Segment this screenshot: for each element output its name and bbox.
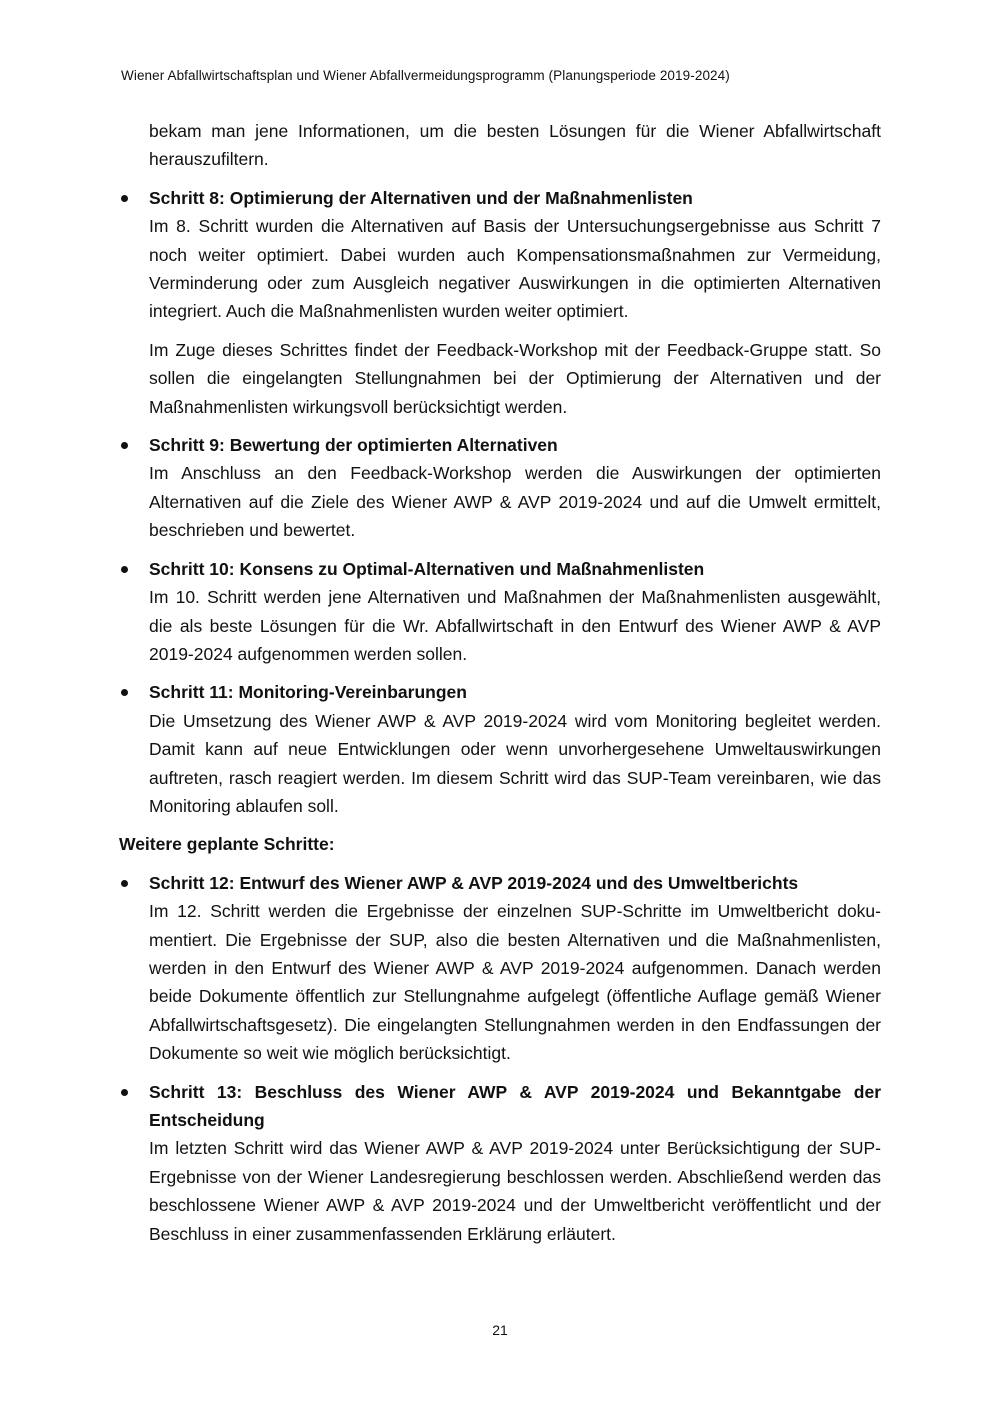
page-number: 21	[492, 1322, 508, 1338]
step-10-item	[119, 555, 881, 669]
intro-paragraph: bekam man jene Informationen, um die besten Lösungen für die Wiener Abfallwirtschaft herauszufiltern.	[149, 121, 881, 170]
step-8-paragraph-2: Im Zuge dieses Schrittes findet der Feedback-Workshop mit der Feedback-Gruppe statt. So sollen die eingelangten Stellungnahmen bei der Optimierung der Alternativen und der Maßnahmenlisten wirkungsvoll berücksichtigt werden.	[149, 339, 881, 417]
further-steps-heading: Weitere geplante Schritte:	[119, 834, 335, 855]
step-11-title: Schritt 11: Monitoring-Vereinbarungen	[149, 682, 467, 703]
step-13-paragraph: Im letzten Schritt wird das Wiener AWP & AVP 2019-2024 unter Berücksichtigung der SUP-Ergebnisse von der Wiener Landesregierung beschlossen werden. Abschließend werden das beschlossene Wiener AWP & AVP 2019-2024 und der Umweltbericht veröffentlicht und der Beschluss in einer zusammenfassenden Erklärung erläutert.	[149, 1138, 881, 1244]
step-12-item	[119, 869, 881, 1068]
page-content	[119, 117, 881, 1248]
step-12-title: Schritt 12: Entwurf des Wiener AWP & AVP 2019-2024 und des Umweltberichts	[149, 872, 799, 893]
step-8-item	[119, 184, 881, 421]
step-9-paragraph: Im Anschluss an den Feedback-Workshop werden die Auswirkungen der optimierten Alternativen auf die Ziele des Wiener AWP & AVP 2019-2024 und auf die Umwelt ermittelt, beschrieben und bewertet.	[149, 463, 881, 541]
step-10-paragraph: Im 10. Schritt werden jene Alternativen und Maßnahmen der Maßnahmenlisten ausgewählt, die als beste Lösungen für die Wr. Abfallwirtschaft in den Entwurf des Wiener AWP & AVP 2019-2024 aufgenommen werden sollen.	[149, 587, 881, 664]
step-12-paragraph: Im 12. Schritt werden die Ergebnisse der einzelnen SUP-Schritte im Umweltbericht dokumentiert. Die Ergebnisse der SUP, also die besten Alternativen und die Maßnahmenlisten, werden in den Entwurf des Wiener AWP & AVP 2019-2024 aufgenommen. Danach werden beide Dokumente öffentlich zur Stellungnahme aufgelegt (öffentliche Auflage gemäß Wiener Abfallwirtschaftsgesetz). Die eingelangten Stellungnahmen werden in den Endfassungen der Dokumente so weit wie möglich berücksichtigt.	[149, 901, 881, 1064]
step-11-paragraph: Die Umsetzung des Wiener AWP & AVP 2019-2024 wird vom Monitoring begleitet werden. Damit kann auf neue Entwicklungen oder wenn unvorhergesehene Umweltauswirkungen auftreten, rasch reagiert werden. Im diesem Schritt wird das SUP-Team vereinbaren, wie das Monitoring ablaufen soll.	[149, 710, 881, 816]
step-10-title: Schritt 10: Konsens zu Optimal-Alternativen und Maßnahmenlisten	[149, 558, 705, 579]
step-11-item	[119, 678, 881, 820]
step-13-item	[119, 1078, 881, 1248]
step-13-title: Schritt 13: Beschluss des Wiener AWP & AVP 2019-2024 und Bekanntgabe der Entscheidung	[149, 1081, 881, 1130]
step-9-title: Schritt 9: Bewertung der optimierten Alternativen	[149, 435, 558, 456]
step-9-item	[119, 431, 881, 545]
step-8-paragraph-1: Im 8. Schritt wurden die Alternativen auf Basis der Untersuchungsergebnisse aus Schritt 7 noch weiter optimiert. Dabei wurden auch Kompensationsmaßnahmen zur Vermeidung, Verminderung oder zum Ausgleich negativer Auswirkungen in die optimierten Alternativen integriert. Auch die Maßnahmenlisten wurden weiter optimiert.	[149, 216, 881, 322]
running-header: Wiener Abfallwirtschaftsplan und Wiener Abfallvermeidungsprogramm (Planungsperiode 2019-2024)	[121, 68, 730, 83]
step-8-title: Schritt 8: Optimierung der Alternativen und der Maßnahmenlisten	[149, 187, 693, 208]
